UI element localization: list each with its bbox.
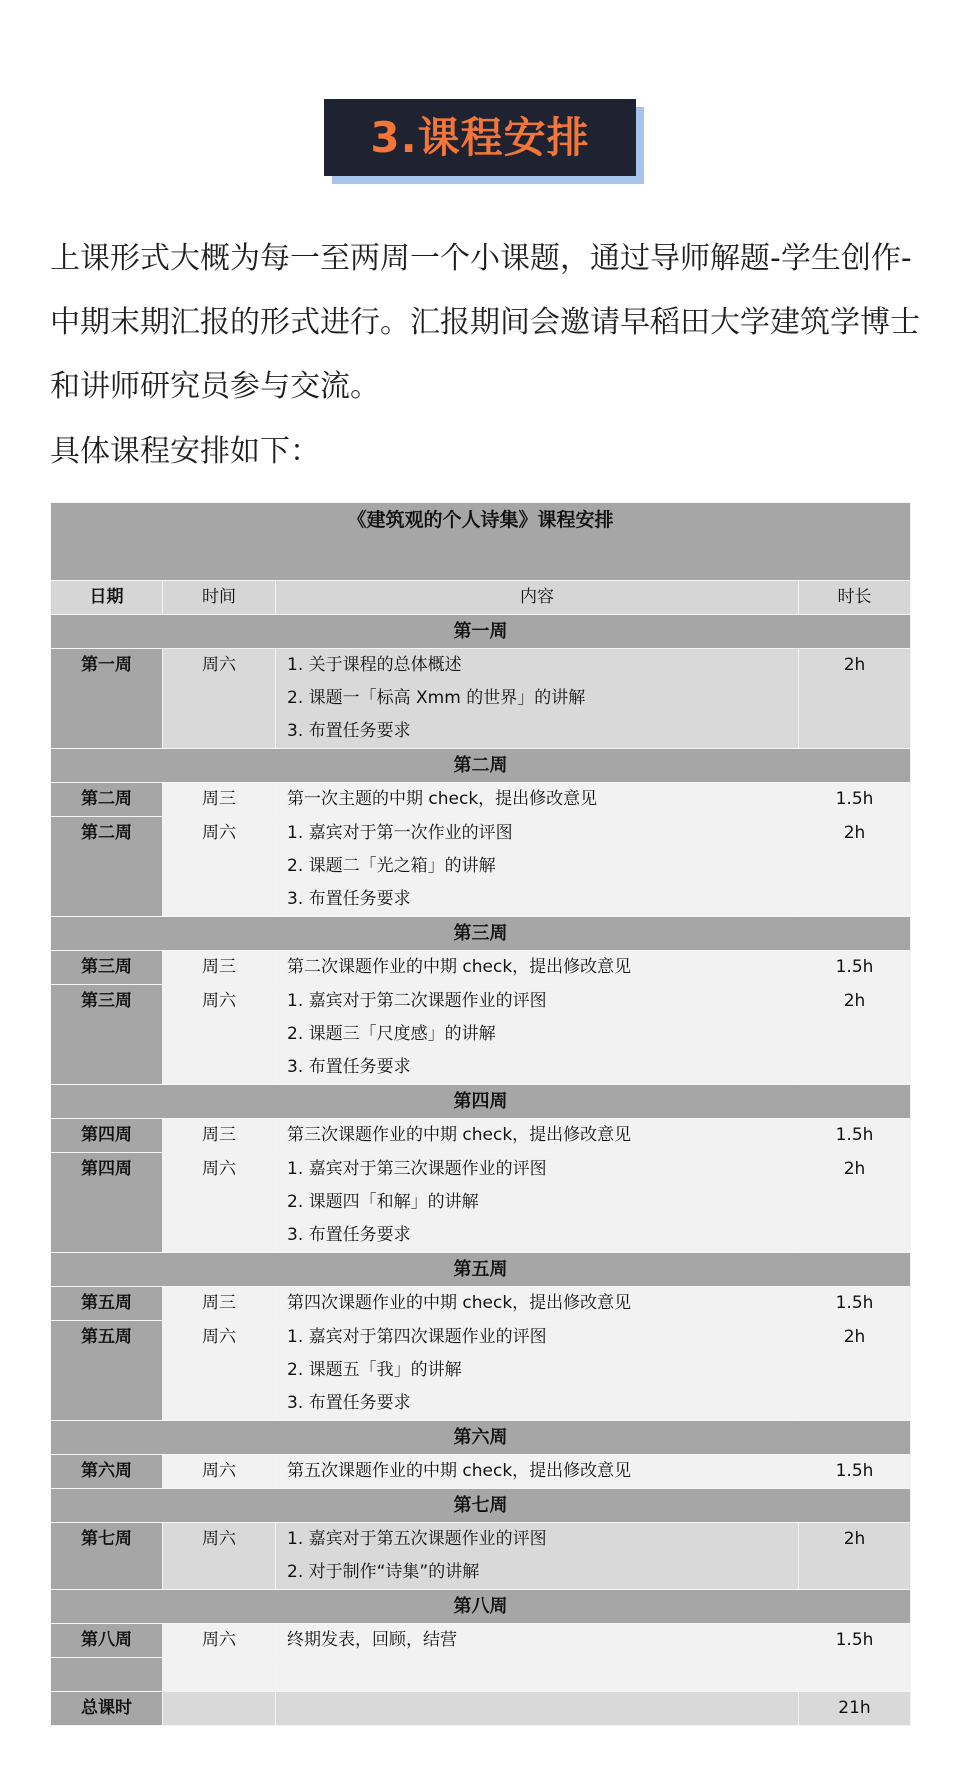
row-duration: 2h <box>799 1153 911 1253</box>
table-row <box>51 951 911 985</box>
content-line: 第二次课题作业的中期 check，提出修改意见 <box>287 957 632 977</box>
table-row <box>51 817 911 917</box>
table-row <box>51 783 911 817</box>
week-header-row <box>51 1085 911 1119</box>
week-label: 第二周 <box>51 749 911 783</box>
content-line: 2. 对于制作“诗集”的讲解 <box>287 1562 480 1582</box>
row-time: 周六 <box>163 985 276 1085</box>
row-content <box>276 1287 799 1321</box>
content-line: 3. 布置任务要求 <box>287 1057 411 1077</box>
row-date: 第二周 <box>51 817 163 917</box>
content-line: 3. 布置任务要求 <box>287 721 411 741</box>
row-content <box>276 1119 799 1153</box>
row-date: 第五周 <box>51 1321 163 1421</box>
content-line: 终期发表，回顾，结营 <box>287 1630 457 1650</box>
week-label: 第八周 <box>51 1590 911 1624</box>
week-header-row <box>51 917 911 951</box>
table-row <box>51 1624 911 1658</box>
row-duration: 1.5h <box>799 1119 911 1153</box>
row-time: 周三 <box>163 951 276 985</box>
row-content <box>276 817 799 917</box>
content-line: 2. 课题四「和解」的讲解 <box>287 1192 479 1212</box>
content-line: 2. 课题一「标高 Xmm 的世界」的讲解 <box>287 688 586 708</box>
row-time: 周六 <box>163 1153 276 1253</box>
row-date: 第八周 <box>51 1624 163 1658</box>
row-date: 第七周 <box>51 1523 163 1590</box>
row-content <box>276 1455 799 1489</box>
content-line: 3. 布置任务要求 <box>287 1225 411 1245</box>
table-row <box>51 1287 911 1321</box>
row-date: 第五周 <box>51 1287 163 1321</box>
content-line: 1. 嘉宾对于第五次课题作业的评图 <box>287 1529 547 1549</box>
row-duration: 2h <box>799 1523 911 1590</box>
row-time: 周三 <box>163 1119 276 1153</box>
row-content <box>276 1321 799 1421</box>
row-date: 第三周 <box>51 985 163 1085</box>
table-row <box>51 649 911 749</box>
row-duration: 1.5h <box>799 783 911 817</box>
content-line: 1. 嘉宾对于第一次作业的评图 <box>287 823 513 843</box>
row-content <box>276 1624 799 1658</box>
row-content <box>276 649 799 749</box>
week-label: 第六周 <box>51 1421 911 1455</box>
row-date: 第四周 <box>51 1119 163 1153</box>
row-content <box>276 985 799 1085</box>
row-date: 第二周 <box>51 783 163 817</box>
blank-cell <box>799 1658 911 1692</box>
schedule-table <box>50 502 911 1726</box>
table-row <box>51 985 911 1085</box>
table-row <box>51 1455 911 1489</box>
row-date: 第六周 <box>51 1455 163 1489</box>
table-row <box>51 1321 911 1421</box>
row-time: 周六 <box>163 1523 276 1590</box>
blank-cell <box>51 1658 163 1692</box>
row-time: 周三 <box>163 1287 276 1321</box>
row-time: 周六 <box>163 1624 276 1658</box>
total-duration: 21h <box>799 1692 911 1726</box>
row-duration: 1.5h <box>799 1287 911 1321</box>
content-line: 2. 课题二「光之箱」的讲解 <box>287 856 496 876</box>
row-duration: 2h <box>799 1321 911 1421</box>
table-header-row <box>51 581 911 615</box>
row-content <box>276 1153 799 1253</box>
row-time: 周六 <box>163 1321 276 1421</box>
header-time: 时间 <box>163 581 276 615</box>
table-row <box>51 1523 911 1590</box>
header-duration: 时长 <box>799 581 911 615</box>
week-label: 第三周 <box>51 917 911 951</box>
table-row <box>51 1119 911 1153</box>
content-line: 1. 嘉宾对于第四次课题作业的评图 <box>287 1327 547 1347</box>
row-duration: 2h <box>799 649 911 749</box>
content-line: 3. 布置任务要求 <box>287 1393 411 1413</box>
heading-text: 3.课程安排 <box>324 99 636 176</box>
week-header-row <box>51 749 911 783</box>
section-heading <box>324 99 636 176</box>
header-date: 日期 <box>51 581 163 615</box>
week-header-row <box>51 1590 911 1624</box>
row-date: 第三周 <box>51 951 163 985</box>
content-line: 2. 课题五「我」的讲解 <box>287 1360 462 1380</box>
week-label: 第七周 <box>51 1489 911 1523</box>
week-header-row <box>51 615 911 649</box>
intro-paragraph: 上课形式大概为每一至两周一个小课题，通过导师解题-学生创作-中期末期汇报的形式进行。汇报期间会邀请早稻田大学建筑学博士和讲师研究员参与交流。 <box>50 241 920 404</box>
total-label: 总课时 <box>51 1692 163 1726</box>
row-content <box>276 783 799 817</box>
content-line: 2. 课题三「尺度感」的讲解 <box>287 1024 496 1044</box>
week-header-row <box>51 1253 911 1287</box>
week-label: 第五周 <box>51 1253 911 1287</box>
row-duration: 1.5h <box>799 1624 911 1658</box>
blank-cell <box>163 1658 276 1692</box>
content-line: 1. 嘉宾对于第三次课题作业的评图 <box>287 1159 547 1179</box>
content-line: 第五次课题作业的中期 check，提出修改意见 <box>287 1461 632 1481</box>
week-header-row <box>51 1489 911 1523</box>
week-header-row <box>51 1421 911 1455</box>
row-time: 周六 <box>163 1455 276 1489</box>
row-date: 第一周 <box>51 649 163 749</box>
content-line: 3. 布置任务要求 <box>287 889 411 909</box>
row-date: 第四周 <box>51 1153 163 1253</box>
row-time: 周六 <box>163 817 276 917</box>
row-duration: 1.5h <box>799 951 911 985</box>
blank-cell <box>276 1658 799 1692</box>
row-duration: 2h <box>799 817 911 917</box>
content-line: 第一次主题的中期 check，提出修改意见 <box>287 789 598 809</box>
total-time-cell <box>163 1692 276 1726</box>
week-label: 第一周 <box>51 615 911 649</box>
row-duration: 2h <box>799 985 911 1085</box>
row-content <box>276 951 799 985</box>
content-line: 1. 关于课程的总体概述 <box>287 655 462 675</box>
blank-row <box>51 1658 911 1692</box>
content-line: 第三次课题作业的中期 check，提出修改意见 <box>287 1125 632 1145</box>
table-row <box>51 1153 911 1253</box>
row-duration: 1.5h <box>799 1455 911 1489</box>
week-label: 第四周 <box>51 1085 911 1119</box>
schedule-lead: 具体课程安排如下： <box>50 434 320 469</box>
content-line: 第四次课题作业的中期 check，提出修改意见 <box>287 1293 632 1313</box>
header-content: 内容 <box>276 581 799 615</box>
content-line: 1. 嘉宾对于第二次课题作业的评图 <box>287 991 547 1011</box>
total-row <box>51 1692 911 1726</box>
row-content <box>276 1523 799 1590</box>
table-caption: 《建筑观的个人诗集》课程安排 <box>51 503 911 581</box>
row-time: 周三 <box>163 783 276 817</box>
total-content-cell <box>276 1692 799 1726</box>
row-time: 周六 <box>163 649 276 749</box>
